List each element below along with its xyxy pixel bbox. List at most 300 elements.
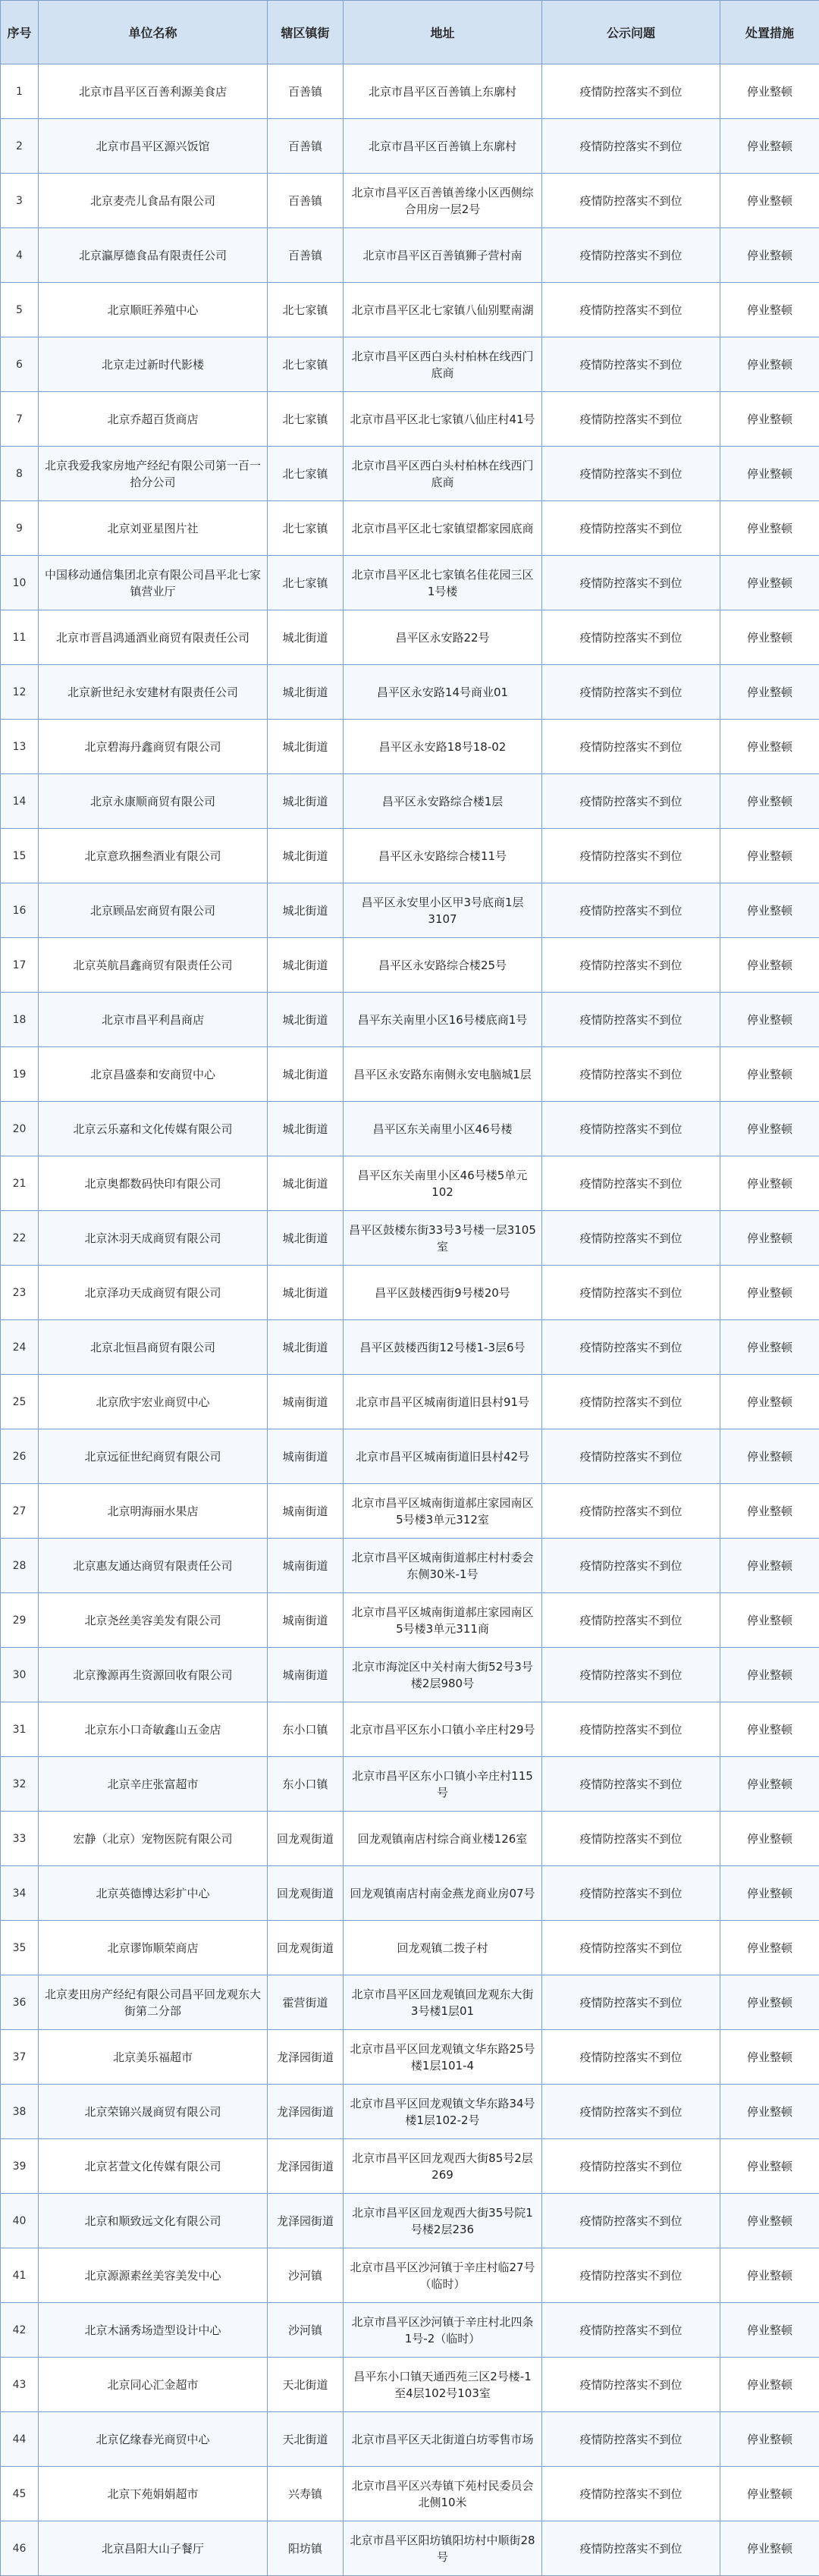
cell-action: 停业整顿 [720, 1320, 819, 1375]
cell-district: 城北街道 [268, 1320, 344, 1375]
cell-issue: 疫情防控落实不到位 [542, 1266, 720, 1320]
cell-issue: 疫情防控落实不到位 [542, 610, 720, 665]
cell-district: 兴寿镇 [268, 2467, 344, 2521]
cell-district: 北七家镇 [268, 501, 344, 556]
cell-address: 北京市昌平区回龙观西大街35号院1号楼2层236 [344, 2194, 542, 2248]
cell-serial: 42 [1, 2303, 39, 2358]
cell-action: 停业整顿 [720, 1866, 819, 1921]
cell-district: 沙河镇 [268, 2303, 344, 2358]
cell-address: 北京市昌平区回龙观西大街85号2层269 [344, 2139, 542, 2194]
table-row [1, 1266, 819, 1320]
cell-issue: 疫情防控落实不到位 [542, 1921, 720, 1975]
cell-action: 停业整顿 [720, 1593, 819, 1648]
cell-address: 北京市昌平区北七家镇望都家园底商 [344, 501, 542, 556]
cell-issue: 疫情防控落实不到位 [542, 1047, 720, 1102]
cell-action: 停业整顿 [720, 2358, 819, 2412]
cell-serial: 7 [1, 392, 39, 447]
cell-district: 城北街道 [268, 1156, 344, 1211]
cell-address: 昌平区永安路22号 [344, 610, 542, 665]
table-row [1, 610, 819, 665]
cell-unit-name: 北京奥都数码快印有限公司 [39, 1156, 268, 1211]
cell-unit-name: 北京永康顺商贸有限公司 [39, 774, 268, 829]
table-row [1, 1539, 819, 1593]
cell-district: 城南街道 [268, 1539, 344, 1593]
table-row [1, 720, 819, 774]
cell-district: 城北街道 [268, 829, 344, 883]
cell-district: 北七家镇 [268, 556, 344, 610]
cell-serial: 38 [1, 2085, 39, 2139]
cell-address: 北京市昌平区回龙观镇回龙观东大街3号楼1层01 [344, 1975, 542, 2030]
cell-unit-name: 北京顺旺养殖中心 [39, 283, 268, 337]
cell-unit-name: 北京顾品宏商贸有限公司 [39, 883, 268, 938]
table-header-row [1, 1, 819, 64]
cell-issue: 疫情防控落实不到位 [542, 2139, 720, 2194]
cell-issue: 疫情防控落实不到位 [542, 2358, 720, 2412]
cell-unit-name: 北京市昌平区源兴饭馆 [39, 119, 268, 174]
table-row [1, 1102, 819, 1156]
cell-district: 城南街道 [268, 1429, 344, 1484]
table-row [1, 993, 819, 1047]
cell-unit-name: 北京市晋昌鸿通酒业商贸有限责任公司 [39, 610, 268, 665]
cell-serial: 14 [1, 774, 39, 829]
cell-unit-name: 北京源源素丝美容美发中心 [39, 2248, 268, 2303]
table-body [1, 64, 819, 2576]
cell-serial: 6 [1, 337, 39, 392]
table-row [1, 2030, 819, 2085]
cell-issue: 疫情防控落实不到位 [542, 447, 720, 501]
cell-address: 昌平东关南里小区16号楼底商1号 [344, 993, 542, 1047]
table-row [1, 119, 819, 174]
cell-unit-name: 北京麦田房产经纪有限公司昌平回龙观东大街第二分部 [39, 1975, 268, 2030]
cell-action: 停业整顿 [720, 2467, 819, 2521]
cell-unit-name: 北京明海丽水果店 [39, 1484, 268, 1539]
cell-address: 北京市昌平区北七家镇八仙别墅南湖 [344, 283, 542, 337]
table-row [1, 1156, 819, 1211]
cell-issue: 疫情防控落实不到位 [542, 64, 720, 119]
cell-action: 停业整顿 [720, 829, 819, 883]
cell-unit-name: 北京美乐福超市 [39, 2030, 268, 2085]
cell-issue: 疫情防控落实不到位 [542, 1975, 720, 2030]
cell-unit-name: 北京荣锦兴晟商贸有限公司 [39, 2085, 268, 2139]
cell-district: 城北街道 [268, 1266, 344, 1320]
cell-unit-name: 北京瀛厚德食品有限责任公司 [39, 228, 268, 283]
cell-issue: 疫情防控落实不到位 [542, 993, 720, 1047]
cell-serial: 16 [1, 883, 39, 938]
cell-address: 北京市昌平区兴寿镇下苑村民委员会北侧10米 [344, 2467, 542, 2521]
cell-address: 北京市昌平区城南街道旧县村91号 [344, 1375, 542, 1429]
table-row [1, 2521, 819, 2576]
cell-serial: 22 [1, 1211, 39, 1266]
cell-unit-name: 北京欣宇宏业商贸中心 [39, 1375, 268, 1429]
cell-district: 霍营街道 [268, 1975, 344, 2030]
table-row [1, 64, 819, 119]
cell-district: 百善镇 [268, 174, 344, 228]
cell-unit-name: 宏静（北京）宠物医院有限公司 [39, 1812, 268, 1866]
cell-serial: 11 [1, 610, 39, 665]
table-row [1, 883, 819, 938]
table-row [1, 2085, 819, 2139]
cell-action: 停业整顿 [720, 447, 819, 501]
cell-issue: 疫情防控落实不到位 [542, 1102, 720, 1156]
table-row [1, 1320, 819, 1375]
table-row [1, 2194, 819, 2248]
cell-district: 城北街道 [268, 883, 344, 938]
table-row [1, 174, 819, 228]
cell-serial: 18 [1, 993, 39, 1047]
cell-unit-name: 北京碧海丹鑫商贸有限公司 [39, 720, 268, 774]
cell-issue: 疫情防控落实不到位 [542, 1539, 720, 1593]
cell-serial: 32 [1, 1757, 39, 1812]
cell-action: 停业整顿 [720, 883, 819, 938]
cell-action: 停业整顿 [720, 1975, 819, 2030]
cell-unit-name: 北京昌盛泰和安商贸中心 [39, 1047, 268, 1102]
cell-address: 北京市海淀区中关村南大街52号3号楼2层980号 [344, 1648, 542, 1702]
cell-serial: 29 [1, 1593, 39, 1648]
table-row [1, 2139, 819, 2194]
cell-district: 城北街道 [268, 1102, 344, 1156]
table-row [1, 2412, 819, 2467]
table-row [1, 1866, 819, 1921]
cell-action: 停业整顿 [720, 993, 819, 1047]
cell-action: 停业整顿 [720, 1102, 819, 1156]
cell-address: 北京市昌平区沙河镇于辛庄村北四条1号-2（临时） [344, 2303, 542, 2358]
cell-action: 停业整顿 [720, 1921, 819, 1975]
table-row [1, 1375, 819, 1429]
cell-address: 北京市昌平区城南街道旧县村42号 [344, 1429, 542, 1484]
header-issue: 公示问题 [542, 1, 720, 64]
cell-issue: 疫情防控落实不到位 [542, 774, 720, 829]
cell-action: 停业整顿 [720, 2412, 819, 2467]
cell-action: 停业整顿 [720, 2139, 819, 2194]
table-row [1, 1648, 819, 1702]
cell-serial: 12 [1, 665, 39, 720]
cell-district: 百善镇 [268, 228, 344, 283]
cell-district: 城南街道 [268, 1648, 344, 1702]
cell-action: 停业整顿 [720, 1047, 819, 1102]
cell-district: 城南街道 [268, 1593, 344, 1648]
cell-issue: 疫情防控落实不到位 [542, 2467, 720, 2521]
table-row [1, 1812, 819, 1866]
cell-unit-name: 北京亿缘春光商贸中心 [39, 2412, 268, 2467]
cell-issue: 疫情防控落实不到位 [542, 1211, 720, 1266]
cell-issue: 疫情防控落实不到位 [542, 829, 720, 883]
cell-address: 北京市昌平区东小口镇小辛庄村115号 [344, 1757, 542, 1812]
cell-district: 北七家镇 [268, 392, 344, 447]
table-row [1, 1702, 819, 1757]
cell-action: 停业整顿 [720, 174, 819, 228]
cell-district: 城北街道 [268, 665, 344, 720]
cell-action: 停业整顿 [720, 2303, 819, 2358]
cell-issue: 疫情防控落实不到位 [542, 2085, 720, 2139]
cell-address: 昌平区永安里小区甲3号底商1层3107 [344, 883, 542, 938]
cell-district: 城南街道 [268, 1484, 344, 1539]
cell-address: 北京市昌平区阳坊镇阳坊村中顺街28号 [344, 2521, 542, 2576]
cell-district: 城北街道 [268, 610, 344, 665]
cell-district: 阳坊镇 [268, 2521, 344, 2576]
cell-issue: 疫情防控落实不到位 [542, 2248, 720, 2303]
cell-action: 停业整顿 [720, 1484, 819, 1539]
cell-issue: 疫情防控落实不到位 [542, 1702, 720, 1757]
cell-district: 城北街道 [268, 720, 344, 774]
header-unit-name: 单位名称 [39, 1, 268, 64]
cell-district: 城北街道 [268, 993, 344, 1047]
cell-address: 昌平区永安路14号商业01 [344, 665, 542, 720]
cell-serial: 8 [1, 447, 39, 501]
cell-issue: 疫情防控落实不到位 [542, 1375, 720, 1429]
table-row [1, 665, 819, 720]
cell-serial: 20 [1, 1102, 39, 1156]
cell-address: 回龙观镇南店村综合商业楼126室 [344, 1812, 542, 1866]
cell-action: 停业整顿 [720, 1812, 819, 1866]
cell-address: 北京市昌平区回龙观镇文华东路25号楼1层101-4 [344, 2030, 542, 2085]
table-row [1, 938, 819, 993]
cell-address: 北京市昌平区西白头村柏林在线西门底商 [344, 447, 542, 501]
table-row [1, 1593, 819, 1648]
cell-district: 城南街道 [268, 1375, 344, 1429]
cell-serial: 5 [1, 283, 39, 337]
cell-action: 停业整顿 [720, 1266, 819, 1320]
cell-address: 昌平区永安路综合楼25号 [344, 938, 542, 993]
cell-unit-name: 中国移动通信集团北京有限公司昌平北七家镇营业厅 [39, 556, 268, 610]
cell-district: 天北街道 [268, 2358, 344, 2412]
cell-address: 北京市昌平区城南街道郝庄家园南区5号楼3单元312室 [344, 1484, 542, 1539]
table-row [1, 1211, 819, 1266]
cell-address: 昌平区永安路综合楼11号 [344, 829, 542, 883]
cell-district: 龙泽园街道 [268, 2194, 344, 2248]
cell-district: 城北街道 [268, 1047, 344, 1102]
cell-issue: 疫情防控落实不到位 [542, 1156, 720, 1211]
cell-address: 昌平区永安路东南侧永安电脑城1层 [344, 1047, 542, 1102]
table-row [1, 1757, 819, 1812]
cell-issue: 疫情防控落实不到位 [542, 1593, 720, 1648]
cell-district: 东小口镇 [268, 1702, 344, 1757]
cell-issue: 疫情防控落实不到位 [542, 1429, 720, 1484]
cell-action: 停业整顿 [720, 1539, 819, 1593]
cell-address: 北京市昌平区百善镇上东廓村 [344, 64, 542, 119]
cell-address: 北京市昌平区北七家镇八仙庄村41号 [344, 392, 542, 447]
cell-issue: 疫情防控落实不到位 [542, 2030, 720, 2085]
cell-address: 昌平区东关南里小区46号楼5单元102 [344, 1156, 542, 1211]
cell-serial: 46 [1, 2521, 39, 2576]
cell-address: 昌平东小口镇天通西苑三区2号楼-1至4层102号103室 [344, 2358, 542, 2412]
table-row [1, 829, 819, 883]
cell-unit-name: 北京刘亚星图片社 [39, 501, 268, 556]
cell-unit-name: 北京东小口奇敏鑫山五金店 [39, 1702, 268, 1757]
cell-serial: 24 [1, 1320, 39, 1375]
header-serial: 序号 [1, 1, 39, 64]
cell-serial: 10 [1, 556, 39, 610]
cell-serial: 4 [1, 228, 39, 283]
cell-district: 东小口镇 [268, 1757, 344, 1812]
cell-address: 北京市昌平区百善镇善缘小区西侧综合用房一层2号 [344, 174, 542, 228]
cell-issue: 疫情防控落实不到位 [542, 2194, 720, 2248]
cell-district: 回龙观街道 [268, 1921, 344, 1975]
cell-unit-name: 北京北恒昌商贸有限公司 [39, 1320, 268, 1375]
cell-address: 昌平区鼓楼东街33号3号楼一层3105室 [344, 1211, 542, 1266]
cell-address: 北京市昌平区北七家镇名佳花园三区1号楼 [344, 556, 542, 610]
cell-address: 昌平区鼓楼西街12号楼1-3层6号 [344, 1320, 542, 1375]
cell-unit-name: 北京云乐嘉和文化传媒有限公司 [39, 1102, 268, 1156]
cell-unit-name: 北京木涵秀场造型设计中心 [39, 2303, 268, 2358]
cell-unit-name: 北京新世纪永安建材有限责任公司 [39, 665, 268, 720]
cell-unit-name: 北京尧丝美容美发有限公司 [39, 1593, 268, 1648]
table-row [1, 283, 819, 337]
cell-action: 停业整顿 [720, 1648, 819, 1702]
cell-unit-name: 北京茗萱文化传媒有限公司 [39, 2139, 268, 2194]
table-row [1, 2467, 819, 2521]
cell-address: 昌平区永安路综合楼1层 [344, 774, 542, 829]
cell-serial: 45 [1, 2467, 39, 2521]
cell-issue: 疫情防控落实不到位 [542, 1320, 720, 1375]
cell-serial: 41 [1, 2248, 39, 2303]
header-action: 处置措施 [720, 1, 819, 64]
cell-district: 回龙观街道 [268, 1812, 344, 1866]
cell-unit-name: 北京意玖捆叁酒业有限公司 [39, 829, 268, 883]
cell-action: 停业整顿 [720, 720, 819, 774]
cell-action: 停业整顿 [720, 2248, 819, 2303]
cell-issue: 疫情防控落实不到位 [542, 1866, 720, 1921]
cell-district: 北七家镇 [268, 447, 344, 501]
cell-issue: 疫情防控落实不到位 [542, 938, 720, 993]
cell-issue: 疫情防控落实不到位 [542, 174, 720, 228]
cell-unit-name: 北京我爱我家房地产经纪有限公司第一百一拾分公司 [39, 447, 268, 501]
cell-action: 停业整顿 [720, 228, 819, 283]
table-row [1, 1429, 819, 1484]
cell-district: 北七家镇 [268, 337, 344, 392]
cell-serial: 15 [1, 829, 39, 883]
cell-unit-name: 北京远征世纪商贸有限公司 [39, 1429, 268, 1484]
cell-district: 城北街道 [268, 938, 344, 993]
cell-unit-name: 北京英航昌鑫商贸有限责任公司 [39, 938, 268, 993]
cell-unit-name: 北京昌阳大山子餐厅 [39, 2521, 268, 2576]
cell-serial: 34 [1, 1866, 39, 1921]
cell-address: 北京市昌平区回龙观镇文华东路34号楼1层102-2号 [344, 2085, 542, 2139]
cell-serial: 28 [1, 1539, 39, 1593]
cell-action: 停业整顿 [720, 501, 819, 556]
cell-unit-name: 北京下苑娟娟超市 [39, 2467, 268, 2521]
cell-unit-name: 北京沐羽天成商贸有限公司 [39, 1211, 268, 1266]
cell-action: 停业整顿 [720, 1702, 819, 1757]
cell-serial: 23 [1, 1266, 39, 1320]
cell-action: 停业整顿 [720, 556, 819, 610]
cell-issue: 疫情防控落实不到位 [542, 1757, 720, 1812]
cell-serial: 19 [1, 1047, 39, 1102]
cell-serial: 36 [1, 1975, 39, 2030]
cell-issue: 疫情防控落实不到位 [542, 2303, 720, 2358]
cell-issue: 疫情防控落实不到位 [542, 119, 720, 174]
table-row [1, 447, 819, 501]
cell-issue: 疫情防控落实不到位 [542, 337, 720, 392]
table-row [1, 392, 819, 447]
cell-serial: 2 [1, 119, 39, 174]
cell-address: 昌平区鼓楼西街9号楼20号 [344, 1266, 542, 1320]
cell-action: 停业整顿 [720, 283, 819, 337]
cell-district: 龙泽园街道 [268, 2139, 344, 2194]
cell-action: 停业整顿 [720, 665, 819, 720]
cell-action: 停业整顿 [720, 337, 819, 392]
cell-unit-name: 北京市昌平区百善利源美食店 [39, 64, 268, 119]
cell-action: 停业整顿 [720, 1757, 819, 1812]
cell-serial: 9 [1, 501, 39, 556]
cell-serial: 21 [1, 1156, 39, 1211]
table-row [1, 2303, 819, 2358]
table-row [1, 1484, 819, 1539]
cell-address: 回龙观镇南店村南金燕龙商业房07号 [344, 1866, 542, 1921]
cell-unit-name: 北京英德博达彩扩中心 [39, 1866, 268, 1921]
cell-action: 停业整顿 [720, 1375, 819, 1429]
cell-unit-name: 北京同心汇金超市 [39, 2358, 268, 2412]
cell-address: 昌平区永安路18号18-02 [344, 720, 542, 774]
cell-district: 百善镇 [268, 119, 344, 174]
cell-issue: 疫情防控落实不到位 [542, 1648, 720, 1702]
cell-issue: 疫情防控落实不到位 [542, 720, 720, 774]
cell-issue: 疫情防控落实不到位 [542, 2521, 720, 2576]
cell-issue: 疫情防控落实不到位 [542, 665, 720, 720]
cell-address: 北京市昌平区城南街道郝庄村村委会东侧30米-1号 [344, 1539, 542, 1593]
cell-serial: 30 [1, 1648, 39, 1702]
cell-action: 停业整顿 [720, 2030, 819, 2085]
cell-serial: 31 [1, 1702, 39, 1757]
cell-issue: 疫情防控落实不到位 [542, 228, 720, 283]
cell-action: 停业整顿 [720, 938, 819, 993]
cell-unit-name: 北京市昌平利昌商店 [39, 993, 268, 1047]
cell-issue: 疫情防控落实不到位 [542, 1484, 720, 1539]
cell-serial: 25 [1, 1375, 39, 1429]
cell-address: 北京市昌平区西白头村柏林在线西门底商 [344, 337, 542, 392]
cell-serial: 43 [1, 2358, 39, 2412]
cell-unit-name: 北京惠友通达商贸有限责任公司 [39, 1539, 268, 1593]
cell-unit-name: 北京豫源再生资源回收有限公司 [39, 1648, 268, 1702]
cell-action: 停业整顿 [720, 392, 819, 447]
cell-address: 回龙观镇二拨子村 [344, 1921, 542, 1975]
cell-district: 回龙观街道 [268, 1866, 344, 1921]
cell-district: 龙泽园街道 [268, 2030, 344, 2085]
cell-issue: 疫情防控落实不到位 [542, 2412, 720, 2467]
cell-issue: 疫情防控落实不到位 [542, 501, 720, 556]
cell-serial: 17 [1, 938, 39, 993]
table-row [1, 2358, 819, 2412]
cell-action: 停业整顿 [720, 2521, 819, 2576]
cell-action: 停业整顿 [720, 1156, 819, 1211]
cell-issue: 疫情防控落实不到位 [542, 1812, 720, 1866]
cell-serial: 1 [1, 64, 39, 119]
cell-serial: 39 [1, 2139, 39, 2194]
cell-serial: 33 [1, 1812, 39, 1866]
cell-action: 停业整顿 [720, 2194, 819, 2248]
table-row [1, 501, 819, 556]
table-row [1, 774, 819, 829]
cell-issue: 疫情防控落实不到位 [542, 556, 720, 610]
cell-unit-name: 北京走过新时代影楼 [39, 337, 268, 392]
cell-action: 停业整顿 [720, 119, 819, 174]
cell-unit-name: 北京辛庄张富超市 [39, 1757, 268, 1812]
cell-action: 停业整顿 [720, 64, 819, 119]
cell-district: 百善镇 [268, 64, 344, 119]
cell-action: 停业整顿 [720, 2085, 819, 2139]
cell-unit-name: 北京乔超百货商店 [39, 392, 268, 447]
cell-issue: 疫情防控落实不到位 [542, 392, 720, 447]
header-district: 辖区镇街 [268, 1, 344, 64]
cell-serial: 44 [1, 2412, 39, 2467]
table-row [1, 2248, 819, 2303]
cell-district: 北七家镇 [268, 283, 344, 337]
cell-unit-name: 北京麦壳儿食品有限公司 [39, 174, 268, 228]
cell-serial: 3 [1, 174, 39, 228]
cell-action: 停业整顿 [720, 610, 819, 665]
cell-district: 城北街道 [268, 1211, 344, 1266]
cell-address: 北京市昌平区天北街道白坊零售市场 [344, 2412, 542, 2467]
table-row [1, 337, 819, 392]
